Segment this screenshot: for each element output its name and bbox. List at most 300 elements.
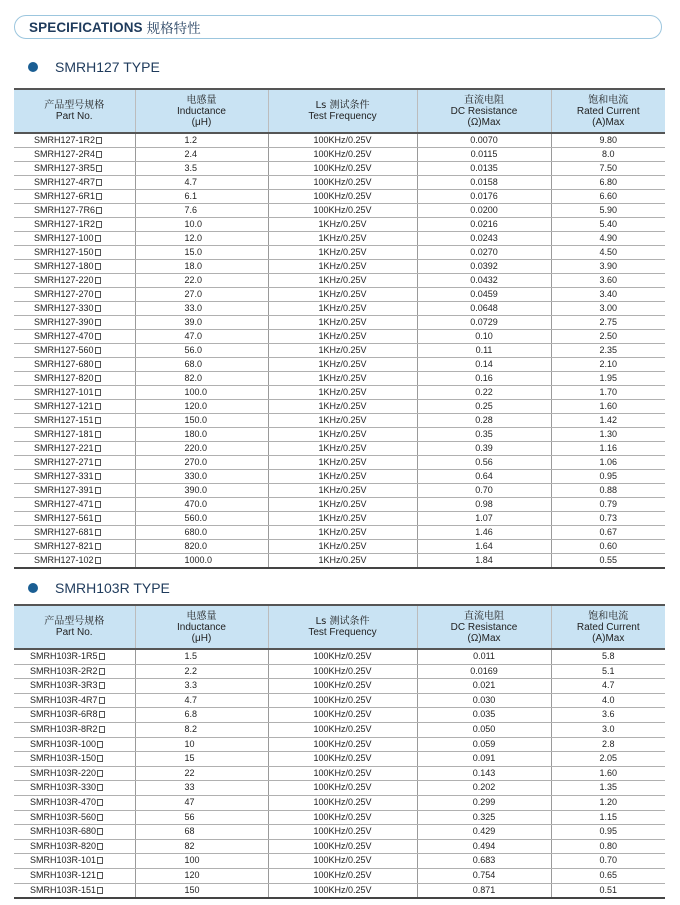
table-row [14, 414, 665, 428]
cell-test-frequency [268, 428, 417, 442]
cell-value: 0.050 [472, 723, 496, 734]
cell-inductance [135, 162, 268, 176]
cell-test-frequency [268, 204, 417, 218]
cell-dc-resistance [417, 372, 551, 386]
cell-inductance [135, 540, 268, 554]
cell-value: SMRH127-101 [34, 387, 94, 397]
cell-test-frequency [268, 795, 417, 810]
cell-dc-resistance [417, 316, 551, 330]
cell-value: 1.64 [475, 541, 493, 551]
cell-rated-current [551, 330, 665, 344]
table-row [14, 810, 665, 825]
header-unit: (μH) [191, 632, 212, 644]
cell-test-frequency [268, 693, 417, 708]
cell-value: 120.0 [184, 401, 208, 411]
suffix-placeholder-box-icon [97, 799, 103, 806]
cell-value: 2.10 [599, 359, 618, 369]
cell-rated-current [551, 484, 665, 498]
cell-rated-current [551, 825, 665, 840]
section-heading-smrh103r [28, 580, 170, 596]
cell-value: SMRH103R-330 [30, 782, 97, 793]
cell-value: 0.80 [599, 840, 618, 851]
table-row [14, 204, 665, 218]
suffix-placeholder-box-icon [95, 277, 101, 284]
cell-rated-current [551, 372, 665, 386]
cell-test-frequency [268, 133, 417, 148]
suffix-placeholder-box-icon [95, 431, 101, 438]
cell-rated-current [551, 232, 665, 246]
cell-dc-resistance [417, 854, 551, 869]
cell-value: 1KHz/0.25V [318, 429, 367, 439]
cell-value: SMRH127-680 [34, 359, 94, 369]
cell-value: 1KHz/0.25V [318, 401, 367, 411]
cell-inductance [135, 274, 268, 288]
cell-value: SMRH103R-820 [30, 840, 97, 851]
cell-value: 6.60 [599, 191, 618, 201]
cell-test-frequency [268, 722, 417, 737]
cell-value: SMRH127-390 [34, 317, 94, 327]
cell-value: 2.75 [599, 317, 618, 327]
cell-value: 1KHz/0.25V [318, 247, 367, 257]
cell-part-no [14, 679, 135, 694]
cell-rated-current [551, 246, 665, 260]
table-row [14, 260, 665, 274]
cell-value: SMRH127-391 [34, 485, 94, 495]
cell-inductance [135, 854, 268, 869]
suffix-placeholder-box-icon [95, 473, 101, 480]
cell-inductance [135, 839, 268, 854]
table-row [14, 512, 665, 526]
suffix-placeholder-box-icon [95, 235, 101, 242]
cell-value: 680.0 [184, 527, 208, 537]
cell-value: SMRH103R-6R8 [30, 709, 98, 720]
cell-value: 470.0 [184, 499, 208, 509]
cell-part-no [14, 358, 135, 372]
cell-dc-resistance [417, 484, 551, 498]
cell-test-frequency [268, 330, 417, 344]
cell-part-no [14, 649, 135, 664]
table-row [14, 854, 665, 869]
cell-test-frequency [268, 526, 417, 540]
cell-part-no [14, 825, 135, 840]
header-en: Rated Current [576, 621, 640, 633]
cell-value: 0.0135 [470, 163, 498, 173]
cell-value: 82.0 [184, 373, 203, 383]
table-row [14, 442, 665, 456]
cell-value: SMRH127-102 [34, 555, 94, 565]
cell-part-no [14, 414, 135, 428]
cell-value: SMRH127-1R2 [34, 135, 96, 145]
column-header-dc-resistance [417, 605, 551, 649]
cell-inductance [135, 428, 268, 442]
suffix-placeholder-box-icon [97, 814, 103, 821]
cell-test-frequency [268, 344, 417, 358]
cell-value: 5.90 [599, 205, 618, 215]
cell-part-no [14, 526, 135, 540]
cell-value: SMRH127-331 [34, 471, 94, 481]
table-row [14, 232, 665, 246]
column-header-test-frequency [268, 605, 417, 649]
suffix-placeholder-box-icon [95, 501, 101, 508]
suffix-placeholder-box-icon [96, 151, 102, 158]
cell-test-frequency [268, 288, 417, 302]
cell-dc-resistance [417, 232, 551, 246]
cell-dc-resistance [417, 456, 551, 470]
cell-inductance [135, 708, 268, 723]
cell-value: 0.73 [599, 513, 618, 523]
cell-value: 1.42 [599, 415, 618, 425]
cell-part-no [14, 274, 135, 288]
cell-value: 0.0216 [470, 219, 498, 229]
cell-dc-resistance [417, 526, 551, 540]
cell-value: 560.0 [184, 513, 208, 523]
cell-test-frequency [268, 232, 417, 246]
cell-value: 100KHz/0.25V [313, 163, 372, 173]
cell-test-frequency [268, 260, 417, 274]
cell-value: 2.05 [599, 753, 618, 764]
cell-part-no [14, 540, 135, 554]
cell-value: 0.683 [472, 855, 496, 866]
suffix-placeholder-box-icon [95, 403, 101, 410]
cell-rated-current [551, 204, 665, 218]
cell-inductance [135, 372, 268, 386]
table-row [14, 358, 665, 372]
cell-part-no [14, 854, 135, 869]
suffix-placeholder-box-icon [95, 361, 101, 368]
cell-value: 68.0 [184, 359, 203, 369]
suffix-placeholder-box-icon [95, 459, 101, 466]
cell-inductance [135, 260, 268, 274]
cell-test-frequency [268, 358, 417, 372]
cell-rated-current [551, 386, 665, 400]
cell-value: 1KHz/0.25V [318, 261, 367, 271]
cell-value: 8.2 [184, 723, 198, 734]
cell-inductance [135, 442, 268, 456]
cell-value: 150 [184, 884, 200, 895]
cell-value: 3.5 [184, 163, 198, 173]
cell-value: 1.95 [599, 373, 618, 383]
cell-test-frequency [268, 302, 417, 316]
cell-value: 1.2 [184, 135, 198, 145]
cell-dc-resistance [417, 883, 551, 898]
cell-dc-resistance [417, 274, 551, 288]
cell-inductance [135, 148, 268, 162]
cell-value: 100KHz/0.25V [313, 767, 372, 778]
cell-rated-current [551, 722, 665, 737]
suffix-placeholder-box-icon [99, 711, 105, 718]
cell-value: 100KHz/0.25V [313, 177, 372, 187]
cell-inductance [135, 400, 268, 414]
cell-value: 27.0 [184, 289, 203, 299]
cell-value: SMRH127-470 [34, 331, 94, 341]
cell-rated-current [551, 162, 665, 176]
cell-rated-current [551, 316, 665, 330]
cell-value: 6.1 [184, 191, 198, 201]
cell-value: SMRH127-180 [34, 261, 94, 271]
cell-value: 0.0169 [470, 665, 498, 676]
cell-value: SMRH127-560 [34, 345, 94, 355]
cell-value: 2.8 [601, 738, 615, 749]
cell-dc-resistance [417, 344, 551, 358]
cell-value: 0.88 [599, 485, 618, 495]
cell-test-frequency [268, 781, 417, 796]
cell-value: 180.0 [184, 429, 208, 439]
cell-dc-resistance [417, 810, 551, 825]
cell-value: 1KHz/0.25V [318, 317, 367, 327]
suffix-placeholder-box-icon [97, 784, 103, 791]
header-zh: 产品型号规格 [44, 616, 105, 627]
cell-dc-resistance [417, 540, 551, 554]
suffix-placeholder-box-icon [95, 515, 101, 522]
cell-value: 100KHz/0.25V [313, 651, 372, 661]
cell-part-no [14, 512, 135, 526]
cell-test-frequency [268, 400, 417, 414]
header-zh: Ls 测试条件 [315, 100, 370, 111]
cell-value: 1KHz/0.25V [318, 387, 367, 397]
cell-test-frequency [268, 456, 417, 470]
bullet-dot-icon [28, 583, 38, 593]
cell-part-no [14, 708, 135, 723]
cell-dc-resistance [417, 737, 551, 752]
cell-value: SMRH103R-150 [30, 753, 97, 764]
table-row [14, 316, 665, 330]
cell-test-frequency [268, 554, 417, 569]
cell-value: 100KHz/0.25V [313, 191, 372, 201]
cell-value: SMRH127-7R6 [34, 205, 96, 215]
cell-dc-resistance [417, 218, 551, 232]
cell-value: 0.28 [475, 415, 493, 425]
cell-inductance [135, 693, 268, 708]
cell-part-no [14, 302, 135, 316]
cell-inductance [135, 883, 268, 898]
cell-value: 47 [184, 796, 195, 807]
cell-part-no [14, 288, 135, 302]
cell-value: 0.60 [599, 541, 618, 551]
cell-part-no [14, 781, 135, 796]
cell-part-no [14, 456, 135, 470]
cell-value: 0.67 [599, 527, 618, 537]
cell-dc-resistance [417, 679, 551, 694]
cell-rated-current [551, 795, 665, 810]
cell-value: 4.0 [601, 694, 615, 705]
cell-rated-current [551, 752, 665, 767]
cell-rated-current [551, 274, 665, 288]
cell-dc-resistance [417, 795, 551, 810]
cell-value: 1KHz/0.25V [318, 233, 367, 243]
cell-part-no [14, 693, 135, 708]
suffix-placeholder-box-icon [95, 389, 101, 396]
cell-inductance [135, 344, 268, 358]
cell-inductance [135, 470, 268, 484]
cell-value: 100KHz/0.25V [313, 680, 372, 691]
cell-part-no [14, 148, 135, 162]
cell-value: SMRH127-6R1 [34, 191, 96, 201]
cell-rated-current [551, 400, 665, 414]
cell-dc-resistance [417, 825, 551, 840]
cell-value: 1KHz/0.25V [318, 345, 367, 355]
cell-test-frequency [268, 512, 417, 526]
cell-value: 0.0200 [470, 205, 498, 215]
section-title: SMRH127 TYPE [55, 59, 160, 75]
cell-test-frequency [268, 664, 417, 679]
cell-rated-current [551, 540, 665, 554]
cell-part-no [14, 737, 135, 752]
cell-value: SMRH103R-470 [30, 796, 97, 807]
cell-test-frequency [268, 839, 417, 854]
cell-rated-current [551, 737, 665, 752]
table-row [14, 428, 665, 442]
suffix-placeholder-box-icon [95, 529, 101, 536]
cell-part-no [14, 330, 135, 344]
cell-value: 0.429 [472, 826, 496, 837]
cell-value: 0.64 [475, 471, 493, 481]
table-row [14, 795, 665, 810]
cell-part-no [14, 868, 135, 883]
cell-inductance [135, 288, 268, 302]
cell-inductance [135, 302, 268, 316]
cell-rated-current [551, 679, 665, 694]
suffix-placeholder-box-icon [96, 179, 102, 186]
column-header-rated-current [551, 89, 665, 133]
cell-value: 100KHz/0.25V [313, 738, 372, 749]
cell-value: 1KHz/0.25V [318, 331, 367, 341]
cell-value: 100KHz/0.25V [313, 782, 372, 793]
cell-test-frequency [268, 218, 417, 232]
cell-value: 0.754 [472, 869, 496, 880]
suffix-placeholder-box-icon [95, 487, 101, 494]
cell-value: 0.0270 [470, 247, 498, 257]
cell-dc-resistance [417, 664, 551, 679]
cell-inductance [135, 825, 268, 840]
cell-value: 100KHz/0.25V [313, 694, 372, 705]
cell-value: SMRH127-100 [34, 233, 94, 243]
cell-rated-current [551, 344, 665, 358]
cell-value: 100 [184, 855, 200, 866]
cell-value: 3.0 [601, 723, 615, 734]
specifications-banner [14, 15, 662, 39]
header-en: Inductance [177, 621, 226, 633]
bullet-dot-icon [28, 62, 38, 72]
cell-rated-current [551, 839, 665, 854]
header-en: DC Resistance [450, 621, 518, 633]
header-zh: 产品型号规格 [44, 100, 105, 111]
suffix-placeholder-box-icon [95, 333, 101, 340]
cell-value: 0.22 [475, 387, 493, 397]
cell-value: 0.202 [472, 782, 496, 793]
cell-value: 56 [184, 811, 195, 822]
cell-inductance [135, 810, 268, 825]
cell-value: 100KHz/0.25V [313, 826, 372, 837]
suffix-placeholder-box-icon [97, 872, 103, 879]
suffix-placeholder-box-icon [95, 347, 101, 354]
cell-value: 1.60 [599, 767, 618, 778]
header-unit: (Ω)Max [467, 116, 501, 128]
cell-inductance [135, 316, 268, 330]
column-header-inductance [135, 89, 268, 133]
table-row [14, 693, 665, 708]
cell-value: 0.030 [472, 694, 496, 705]
cell-value: 100KHz/0.25V [313, 753, 372, 764]
suffix-placeholder-box-icon [99, 697, 105, 704]
spec-table-smrh103r [14, 604, 665, 899]
suffix-placeholder-box-icon [97, 828, 103, 835]
cell-dc-resistance [417, 708, 551, 723]
cell-rated-current [551, 428, 665, 442]
cell-dc-resistance [417, 246, 551, 260]
cell-rated-current [551, 456, 665, 470]
cell-part-no [14, 232, 135, 246]
cell-inductance [135, 795, 268, 810]
table-row [14, 708, 665, 723]
header-zh: Ls 测试条件 [315, 616, 370, 627]
cell-rated-current [551, 810, 665, 825]
cell-part-no [14, 428, 135, 442]
cell-test-frequency [268, 316, 417, 330]
header-en: Inductance [177, 105, 226, 117]
suffix-placeholder-box-icon [97, 770, 103, 777]
cell-value: 1KHz/0.25V [318, 303, 367, 313]
table-row [14, 737, 665, 752]
cell-dc-resistance [417, 722, 551, 737]
cell-dc-resistance [417, 470, 551, 484]
table-row [14, 679, 665, 694]
table-row [14, 883, 665, 898]
cell-value: 1KHz/0.25V [318, 373, 367, 383]
cell-rated-current [551, 190, 665, 204]
cell-test-frequency [268, 176, 417, 190]
cell-value: 1KHz/0.25V [318, 527, 367, 537]
table-row [14, 484, 665, 498]
cell-dc-resistance [417, 428, 551, 442]
table-row [14, 664, 665, 679]
header-en: Test Frequency [308, 627, 377, 638]
cell-rated-current [551, 442, 665, 456]
cell-test-frequency [268, 386, 417, 400]
cell-value: 5.8 [601, 651, 615, 661]
suffix-placeholder-box-icon [95, 305, 101, 312]
cell-value: 100KHz/0.25V [313, 665, 372, 676]
cell-inductance [135, 133, 268, 148]
cell-value: 47.0 [184, 331, 203, 341]
cell-value: 1KHz/0.25V [318, 219, 367, 229]
cell-value: SMRH127-330 [34, 303, 94, 313]
cell-test-frequency [268, 372, 417, 386]
cell-value: SMRH127-221 [34, 443, 94, 453]
cell-value: 0.0729 [470, 317, 498, 327]
cell-part-no [14, 664, 135, 679]
cell-part-no [14, 554, 135, 569]
cell-inductance [135, 766, 268, 781]
cell-value: 220.0 [184, 443, 208, 453]
cell-part-no [14, 372, 135, 386]
cell-dc-resistance [417, 288, 551, 302]
suffix-placeholder-box-icon [96, 221, 102, 228]
cell-value: 3.6 [601, 709, 615, 720]
table-header-row [14, 89, 665, 133]
cell-value: SMRH127-2R4 [34, 149, 96, 159]
cell-value: SMRH127-561 [34, 513, 94, 523]
cell-value: 6.8 [184, 709, 198, 720]
cell-value: 1KHz/0.25V [318, 485, 367, 495]
cell-value: 1KHz/0.25V [318, 471, 367, 481]
cell-rated-current [551, 868, 665, 883]
cell-test-frequency [268, 854, 417, 869]
table-row [14, 649, 665, 664]
cell-inductance [135, 554, 268, 569]
cell-dc-resistance [417, 260, 551, 274]
cell-test-frequency [268, 274, 417, 288]
cell-value: 5.40 [599, 219, 618, 229]
